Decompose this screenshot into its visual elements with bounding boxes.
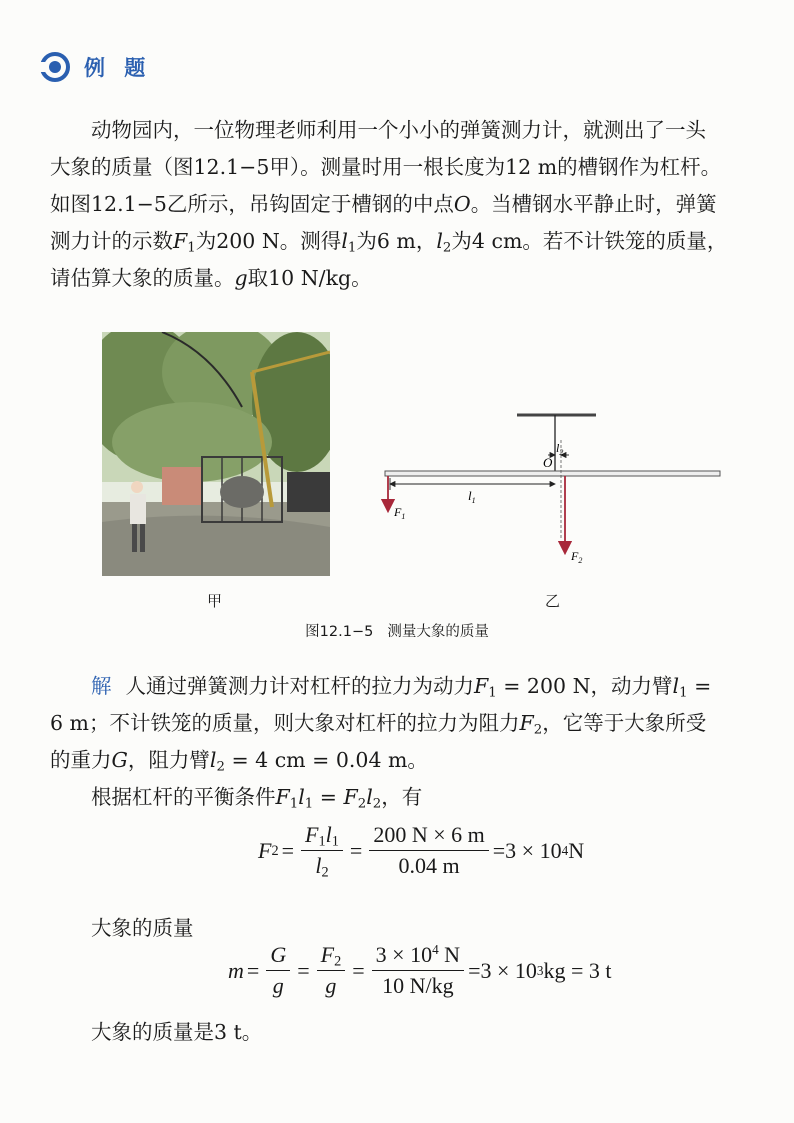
diagram-label-l2: $l_2$ <box>556 441 564 457</box>
problem-line-5: 请估算大象的质量。g取10 N/kg。 <box>50 266 372 290</box>
conclusion: 大象的质量是3 t。 <box>91 1020 263 1044</box>
diagram-label-f1: $F_1$ <box>394 505 406 521</box>
diagram-label-o: O <box>543 455 553 470</box>
solution-line-4: 根据杠杆的平衡条件$F_1l_1 = F_2l_2$，有 <box>91 785 423 812</box>
problem-line-1: 动物园内，一位物理老师利用一个小小的弹簧测力计，就测出了一头 <box>91 118 706 142</box>
solution-line-2: 6 m；不计铁笼的质量，则大象对杠杆的拉力为阻力$F_2$，它等于大象所受 <box>50 711 707 738</box>
diagram-label-l1: $l_1$ <box>468 488 476 505</box>
equation-mass: m = $\frac{G}{g}$ = $\frac{F_2}{g}$ = $\frac{3 \times 10^4 N}{10 N/kg}$ =3 × 10 3 kg = 3 t <box>228 942 612 998</box>
lever-rod <box>385 471 720 476</box>
diagram-label-f2: $F_2$ <box>571 549 583 565</box>
figure-caption <box>0 620 794 641</box>
target-icon <box>40 52 70 82</box>
problem-line-3: 如图12.1−5乙所示，吊钩固定于槽钢的中点O。当槽钢水平静止时，弹簧 <box>50 192 717 216</box>
problem-line-4: 测力计的示数$F_1$为200 N。测得$l_1$为6 m，$l_2$为4 cm。若不计铁笼的质量， <box>50 229 728 256</box>
mass-label: 大象的质量 <box>91 916 194 940</box>
figure-label-left: 甲 <box>207 592 223 610</box>
figure-caption-number: 图12.1−5 <box>305 624 374 640</box>
figure-label-right: 乙 <box>545 592 561 610</box>
section-title: 例 题 <box>84 56 152 80</box>
conclusion-line <box>50 1014 750 1051</box>
problem-line-2: 大象的质量（图12.1−5甲）。测量时用一根长度为12 m的槽钢作为杠杆。 <box>50 155 722 179</box>
equation-force: F 2 = $\frac{F_1l_1}{l_2}$ = $\frac{200 N \times 6 m}{0.04 m}$ =3 × 10 4 N <box>258 822 585 881</box>
solution-label: 解 <box>91 674 112 698</box>
solution-line-1: 解 人通过弹簧测力计对杠杆的拉力为动力$F_1 = 200$ N，动力臂$l_1$ = <box>91 674 712 701</box>
solution-text <box>50 668 750 816</box>
section-header <box>40 50 151 84</box>
lever-diagram <box>380 400 725 575</box>
solution-line-3: 的重力G，阻力臂$l_2 = 4$ cm = 0.04 m。 <box>50 748 428 775</box>
problem-text <box>50 112 750 297</box>
elephant-weighing-photo <box>102 332 330 576</box>
figure-caption-text: 测量大象的质量 <box>387 624 489 640</box>
